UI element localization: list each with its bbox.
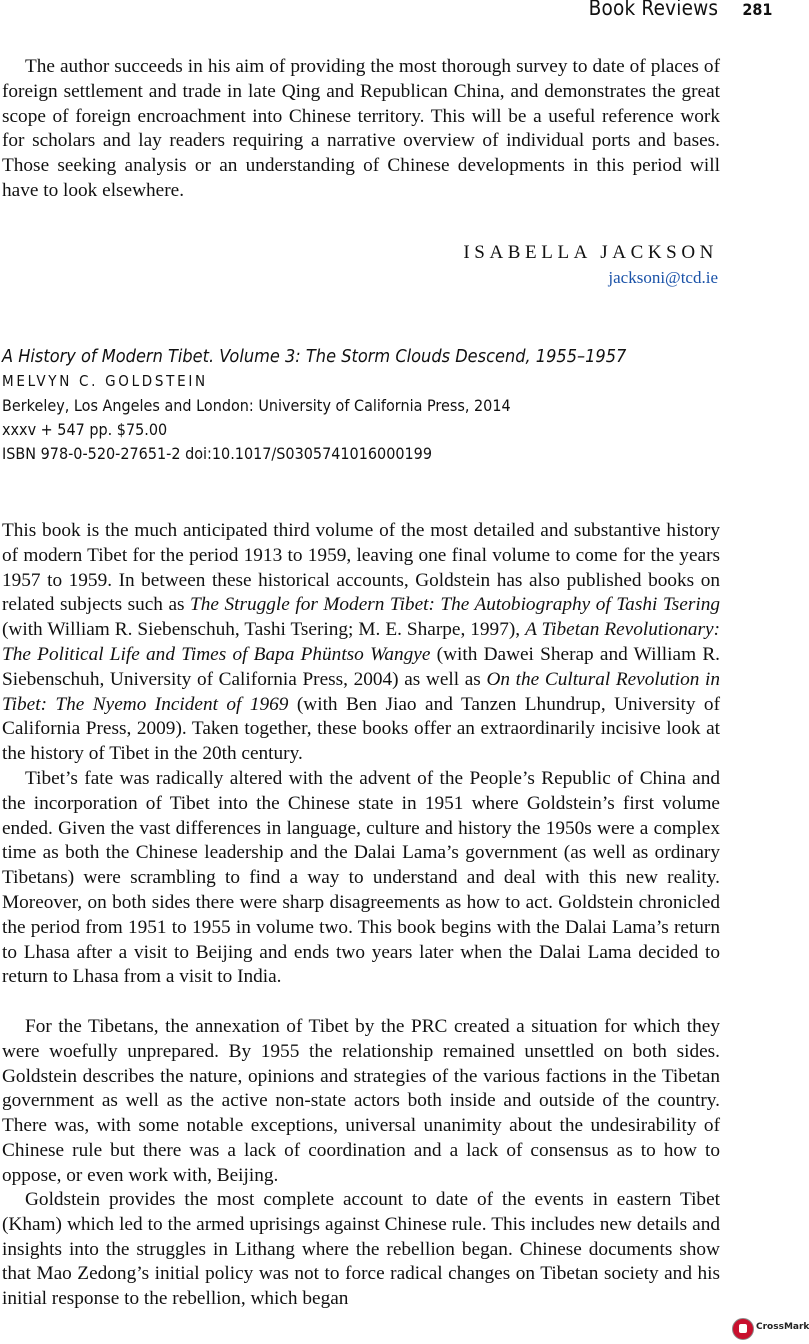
book-pages-price: xxxv + 547 pp. $75.00 (2, 420, 168, 439)
crossmark-badge[interactable] (730, 1316, 809, 1342)
book-author: MELVYN C. GOLDSTEIN (2, 372, 208, 390)
body-paragraph-3: For the Tibetans, the annexation of Tibet by the PRC created a situation for which they were woefully unprepared. By 1955 the relationship remained unsettled on both sides. Goldstein describes the nature, opinions and strategies of the various factions in the Tibetan government as well as the active non-state actors both inside and outside of the country. There was, with some notable exceptions, universal unanimity about the undesirability of Chinese rule but there was a lack of coordination and a lack of consensus as to how to oppose, or even work with, Beijing. (2, 1016, 720, 1186)
p1-cited-title-3: On the Cultural Revolution in Tibet: The Nyemo Incident of 1969 (2, 668, 720, 715)
crossmark-icon (732, 1318, 754, 1340)
p1-text-d: (with Ben Jiao and Tanzen Lhundrup, University of California Press, 2009). Taken together, these books offer an extraordinarily incisive look at the history of Tibet in the 20th century. (2, 693, 720, 765)
p1-text-b: (with William R. Siebenschuh, Tashi Tsering; M. E. Sharpe, 1997), (2, 619, 526, 641)
p1-text-c: (with Dawei Sherap and William R. Siebenschuh, University of California Press, 2004) as well as (2, 643, 720, 690)
p1-cited-title-2: A Tibetan Revolutionary: The Political Life and Times of Bapa Phüntso Wangye (2, 619, 720, 665)
body-paragraph-4: Goldstein provides the most complete account to date of the events in eastern Tibet (Kham) which led to the armed uprisings against Chinese rule. This includes new details and insights into the struggles in Lithang where the rebellion began. Chinese documents show that Mao Zedong’s initial policy was not to force radical changes on Tibetan society and his initial response to the rebellion, which began (2, 1189, 720, 1310)
reviewer-email[interactable]: jacksoni@tcd.ie (608, 268, 718, 287)
book-isbn-doi: ISBN 978-0-520-27651-2 doi:10.1017/S0305741016000199 (2, 444, 433, 463)
reviewer-name: ISABELLA JACKSON (463, 242, 718, 263)
section-title: Book Reviews (588, 0, 718, 20)
crossmark-label: CrossMark (756, 1322, 809, 1332)
p1-cited-title-1: The Struggle for Modern Tibet: The Autobiography of Tashi Tsering (190, 594, 720, 616)
book-title: A History of Modern Tibet. Volume 3: The Storm Clouds Descend, 1955–1957 (2, 346, 627, 367)
previous-review-closing-paragraph: The author succeeds in his aim of providing the most thorough survey to date of places of foreign settlement and trade in late Qing and Republican China, and demonstrates the great scope of foreign encroachment into Chinese territory. This will be a useful reference work for scholars and lay readers requiring a narrative overview of individual ports and bases. Those seeking analysis or an understanding of Chinese developments in this period will have to look elsewhere. (2, 56, 720, 201)
page-number: 281 (741, 0, 772, 19)
body-paragraph-2: Tibet’s fate was radically altered with the advent of the People’s Republic of China and the incorporation of Tibet into the Chinese state in 1951 where Goldstein’s first volume ended. Given the vast differences in language, culture and history the 1950s were a complex time as both the Chinese leadership and the Dalai Lama’s government (as well as ordinary Tibetans) were scrambling to find a way to understand and deal with this new reality. Moreover, on both sides there were sharp disagreements as how to act. Goldstein chronicled the period from 1951 to 1955 in volume two. This book begins with the Dalai Lama’s return to Lhasa after a visit to Beijing and ends two years later when the Dalai Lama decided to return to Lhasa from a visit to India. (2, 768, 720, 988)
body-paragraph-1 (2, 519, 720, 767)
book-publisher: Berkeley, Los Angeles and London: University of California Press, 2014 (2, 396, 511, 415)
running-header (0, 0, 800, 24)
p1-text-a: This book is the much anticipated third volume of the most detailed and substantive history of modern Tibet for the period 1913 to 1959, leaving one final volume to come for the years 1957 to 1959. In between these historical accounts, Goldstein has also published books on related subjects such as (2, 520, 720, 616)
